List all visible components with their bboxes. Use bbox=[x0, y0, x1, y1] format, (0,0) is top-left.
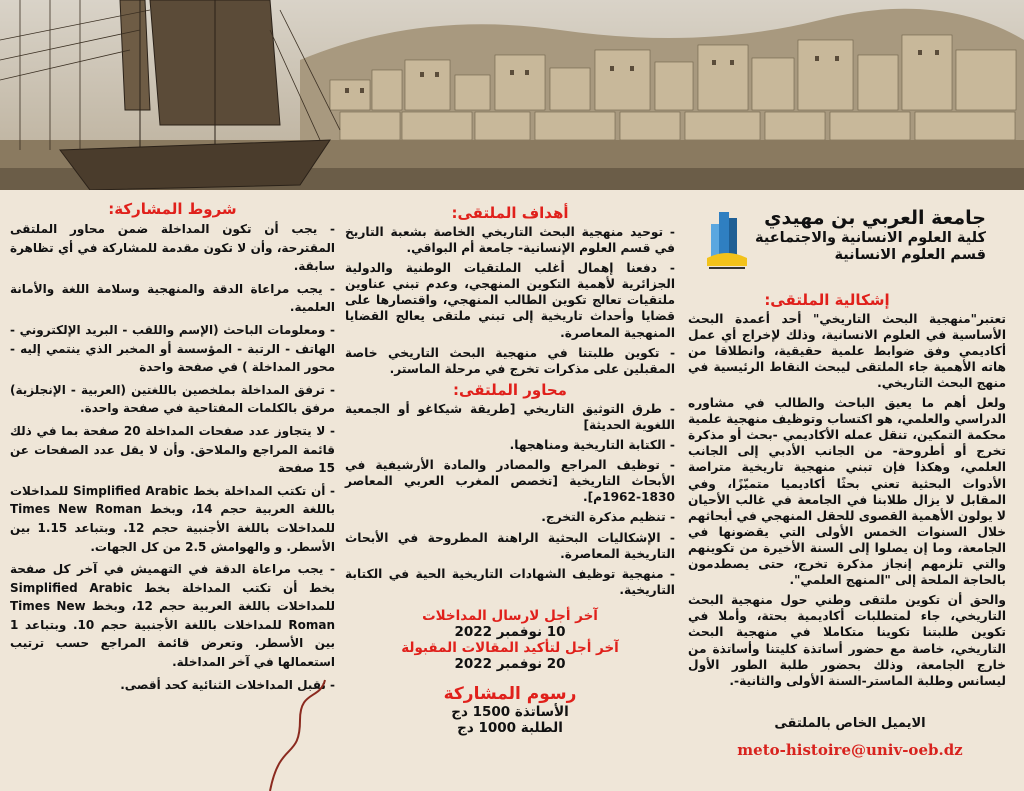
goal-item: - دفعنا إهمال أغلب الملتقيات الوطنية والدولية الجزائرية لأهمية التكوين المنهجي، وعدم تبني عناوين ملتقيات تعالج تكوين الطالب المنهجي، واقتصارها على قضايا وأحداث تاريخية إلى تبني ملتقى يعالج القضايا المنهجية المعاصرة. bbox=[345, 261, 675, 340]
condition-item: - يجب مراعاة الدقة في التهميش في آخر كل صفحة بخط أن تكتب المداخلة بخط Simplified Arabic للمداخلات باللغة العربية حجم 12، وبخط Times New Roman للمداخلات باللغة الأجنبية حجم 10. وبتباعد 1 بين الأسطر. وتعرض قائمة المراجع حسب ترتيب استعمالها في آخر المداخلة. bbox=[10, 562, 336, 670]
left-column bbox=[10, 196, 335, 698]
condition-item: - ومعلومات الباحث (الإسم واللقب - البريد الإلكتروني - الهاتف - الرتبة - المؤسسة أو المخبر الذي ينتمي إليه - محور المداخلة ) في صفحة واحدة bbox=[10, 322, 335, 375]
acceptance-deadline-label: آخر أجل لتأكيد المقالات المقبولة bbox=[401, 639, 619, 656]
conditions-title: شروط المشاركة: bbox=[108, 200, 237, 218]
fees-title: رسوم المشاركة bbox=[443, 683, 577, 704]
problematic-section bbox=[688, 291, 1006, 689]
university-logo-icon bbox=[705, 208, 749, 274]
university-name: جامعة العربي بن مهيدي bbox=[764, 207, 986, 229]
problematic-paragraph: تعتبر"منهجية البحث التاريخي" أحد أعمدة البحث الأساسية في العلوم الانسانية، وذلك لإخراج أي عمل أكاديمي وفق ضوابط علمية حقيقية، وانطلاقا من هاته الأهمية جاء الملتقى ليبحث النقاط الرئيسية في منهج البحث التاريخي. bbox=[688, 311, 1006, 390]
axis-item: - تنظيم مذكرة التخرج. bbox=[541, 510, 675, 525]
condition-item: - يجب مراعاة الدقة والمنهجية وسلامة اللغة والأمانة العلمية. bbox=[10, 281, 335, 315]
condition-item: - أن تكتب المداخلة بخط Simplified Arabic للمداخلات باللغة العربية حجم 14، وبخط Times New Roman للمداخلات باللغة الأجنبية حجم 12. وبتباعد 1.15 بين الأسطر. و والهوامش 2.5 من كل الجهات. bbox=[10, 483, 336, 554]
middle-column bbox=[345, 196, 675, 736]
problematic-title: إشكالية الملتقى: bbox=[764, 290, 890, 309]
submission-deadline-date: 10 نوفمبر 2022 bbox=[454, 623, 566, 640]
harbor-city-illustration bbox=[0, 0, 1024, 190]
contact-section bbox=[700, 716, 1000, 759]
condition-item: - يجب أن تكون المداخلة ضمن محاور الملتقى المقترحة، وأن لا تكون مقدمة للمشاركة في أي تظاهرة سابقة. bbox=[10, 222, 335, 274]
fee-professors: الأساتذة 1500 دج bbox=[451, 703, 569, 720]
conditions-list bbox=[10, 220, 335, 694]
axis-item: - طرق التوثيق التاريخي [طريقة شيكاغو أو الجمعية اللغوية الحديثة] bbox=[345, 401, 675, 432]
problematic-body bbox=[688, 311, 1006, 689]
banner-illustration bbox=[0, 0, 1024, 190]
goal-item: - توحيد منهجية البحث التاريخي الخاصة بشعبة التاريخ في قسم العلوم الإنسانية- جامعة أم البواقي. bbox=[345, 225, 675, 256]
email-link[interactable]: meto-histoire@univ-oeb.dz bbox=[737, 741, 963, 759]
acceptance-deadline-date: 20 نوفمبر 2022 bbox=[454, 655, 566, 672]
condition-item: - لا يتجاوز عدد صفحات المداخلة 20 صفحة بما في ذلك قائمة المراجع والملاحق. وأن لا يقل عدد الصفحات عن 15 صفحة bbox=[10, 423, 335, 476]
axis-item: - منهجية توظيف الشهادات التاريخية الحية في الكتابة التاريخية. bbox=[345, 566, 675, 597]
email-label: الايميل الخاص بالملتقى bbox=[774, 716, 926, 731]
deadlines-section bbox=[345, 608, 675, 672]
department-name: قسم العلوم الانسانية bbox=[834, 247, 986, 264]
problematic-paragraph: ولعل أهم ما يعيق الباحث والطالب في مشاوره الدراسي والعلمي، هو اكتساب وتوظيف منهجية علمية محكمة التمكين، تنقل عمله الأكاديمي -بحث أو مذكرة تخرج أو أطروحة- من الجانب الأدبي إلى الجانب العلمي، وهكذا فإن تبني منهجية تاريخية متراصة الأدوات البحثية تعني بحثًا أكاديميا متميّزًا، وفي المقابل لا يزال طلابنا في الجامعة في غالب الأحيان لا يولون الأهمية القصوى للحقل المنهجي في أبحاثهم خلال السنوات الخمس الأولى التي يقضونها في الجامعة، وما إن يصلوا إلى السنة الأخيرة من تكوينهم والتي تلزمهم إنجاز مذكرة تخرج، حتى يصطدمون بالحاجة الملحة إلى "المنهج العلمي". bbox=[688, 396, 1006, 588]
condition-item: - ترفق المداخلة بملخصين باللغتين (العربية - الإنجلزية) مرفق بالكلمات المفتاحية في صفحة واحدة. bbox=[10, 382, 335, 416]
goals-list bbox=[345, 224, 675, 377]
fee-students: الطلبة 1000 دج bbox=[457, 719, 563, 736]
submission-deadline-label: آخر أجل لارسال المداخلات bbox=[422, 607, 598, 624]
faculty-name: كلية العلوم الانسانية والاجتماعية bbox=[755, 229, 986, 246]
goals-title: أهداف الملتقى: bbox=[451, 204, 569, 222]
fees-section bbox=[345, 684, 675, 736]
condition-item: - تقبل المداخلات الثنائية كحد أقصى. bbox=[120, 677, 335, 692]
axis-item: - الإشكاليات البحثية الراهنة المطروحة في الأبحاث التاريخية المعاصرة. bbox=[345, 530, 675, 561]
axis-item: - الكتابة التاريخية ومناهجها. bbox=[509, 438, 675, 453]
axes-title: محاور الملتقى: bbox=[453, 380, 567, 399]
goal-item: - تكوين طلبتنا في منهجية البحث التاريخي خاصة المقبلين على مذكرات تخرج في مرحلة الماستر. bbox=[345, 345, 675, 376]
problematic-paragraph: والحق أن تكوين ملتقى وطني حول منهجية البحث التاريخي، جاء لمتطلبات أكاديمية بحتة، وأملا في تكوين طلبتنا تكوينا متكاملا في منهجية البحث التاريخي، خاصة مع حضور أساتذة كليتنا وأساتذة من خارج الجامعة، وذلك بحضور طلبة الطور الأول ليسانس وطلبة الماستر-السنة الأولى والثانية-. bbox=[688, 593, 1006, 688]
axes-list bbox=[345, 401, 675, 598]
axis-item: - توظيف المراجع والمصادر والمادة الأرشيفية في الأبحاث التاريخية [تخصص المغرب العربي المعاصر 1830-1962م]. bbox=[345, 458, 675, 505]
